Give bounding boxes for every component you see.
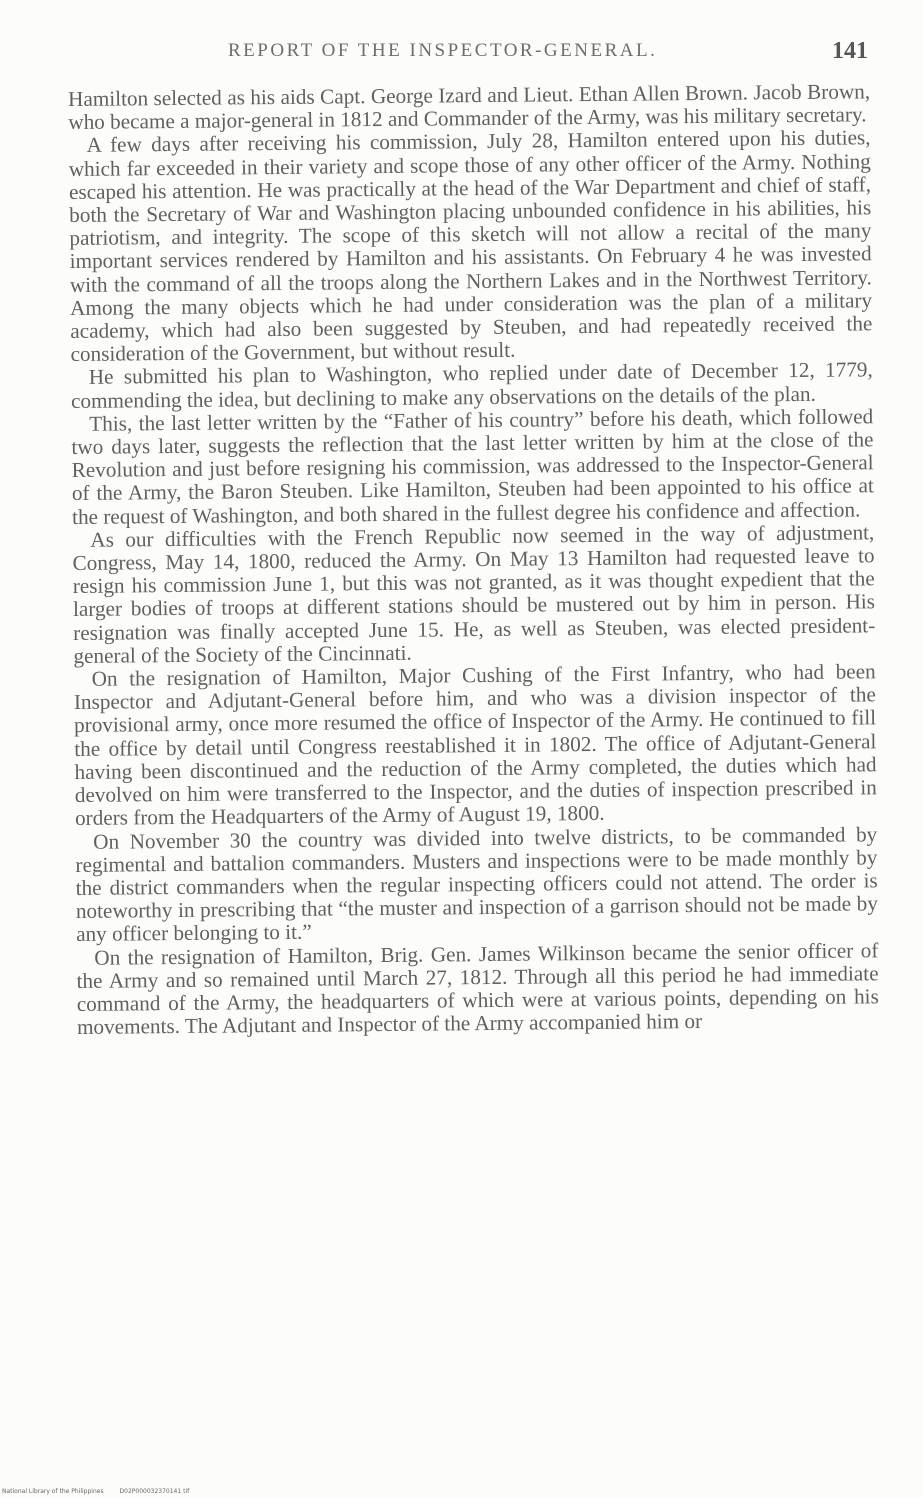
- paragraph: Hamilton selected as his aids Capt. George Izard and Lieut. Ethan Allen Brown. Jacob Brown, who became a major-general in 1812 and Commander of the Army, was his military secretary.: [67, 79, 871, 135]
- page-number: 141: [832, 38, 868, 64]
- paragraph: This, the last letter written by the “Father of his country” before his death, which followed two days later, suggests the reflection that the last letter written by him at the close of the Revolution and just before resigning his commission, was addressed to the Inspector-General of the Army, the Baron Steuben. Like Hamilton, Steuben had been appointed to his office at the request of Washington, and both shared in the fullest degree his confidence and affection.: [71, 404, 874, 529]
- paragraph: On November 30 the country was divided into twelve districts, to be commanded by regimental and battalion commanders. Musters and inspections were to be made monthly by the district commanders when the regular inspecting officers could not attend. The order is noteworthy in prescribing that “the muster and inspection of a garrison should not be made by any officer belonging to it.”: [75, 821, 878, 947]
- paragraph: On the resignation of Hamilton, Major Cushing of the First Infantry, who had been Inspector and Adjutant-General before him, and who was a division inspector of the provisional army, once more resumed the office of Inspector of the Army. He continued to fill the office by detail until Congress reestablished it in 1802. The office of Adjutant-General having been discontinued and the reduction of the Army completed, the duties which had devolved on him were transferred to the Inspector, and the duties of inspection prescribed in orders from the Headquarters of the Army of August 19, 1800.: [73, 659, 877, 831]
- paragraph: On the resignation of Hamilton, Brig. Gen. James Wilkinson became the senior officer of the Army and so remained until March 27, 1812. Through all this period he had immediate command of the Army, the headquarters of which were at various points, depending on his movements. The Adjutant and Inspector of the Army accompanied him or: [76, 937, 879, 1040]
- body-text: [68, 80, 879, 1039]
- paragraph: As our difficulties with the French Republic now seemed in the way of adjustment, Congress, May 14, 1800, reduced the Army. On May 13 Hamilton had requested leave to resign his commission June 1, but this was not granted, as it was thought expedient that the larger bodies of troops at different stations should be mustered out by him in person. His resignation was finally accepted June 15. He, as well as Steuben, was elected president-general of the Society of the Cincinnati.: [72, 520, 876, 668]
- footer-library: National Library of the Philippines: [2, 1488, 104, 1495]
- running-title: REPORT OF THE INSPECTOR-GENERAL.: [228, 40, 658, 61]
- paragraph: A few days after receiving his commission, July 28, Hamilton entered upon his duties, which far exceeded in their variety and scope those of any other officer of the Army. Nothing escaped his attention. He was practically at the head of the War Department and chief of staff, both the Secretary of War and Washington placing unbounded confidence in his abilities, his patriotism, and integrity. The scope of this sketch will not allow a recital of the many important services rendered by Hamilton and his assistants. On February 4 he was invested with the command of all the troops along the Northern Lakes and in the Northwest Territory. Among the many objects which he had under consideration was the plan of a military academy, which had also been suggested by Steuben, and had repeatedly received the consideration of the Government, but without result.: [68, 125, 873, 367]
- running-head: [68, 38, 868, 66]
- paragraph: He submitted his plan to Washington, who replied under date of December 12, 1779, commending the idea, but declining to make any observations on the details of the plan.: [70, 357, 873, 413]
- scan-footer: [2, 1488, 203, 1495]
- footer-code: D02P000032370141 tif: [119, 1488, 190, 1495]
